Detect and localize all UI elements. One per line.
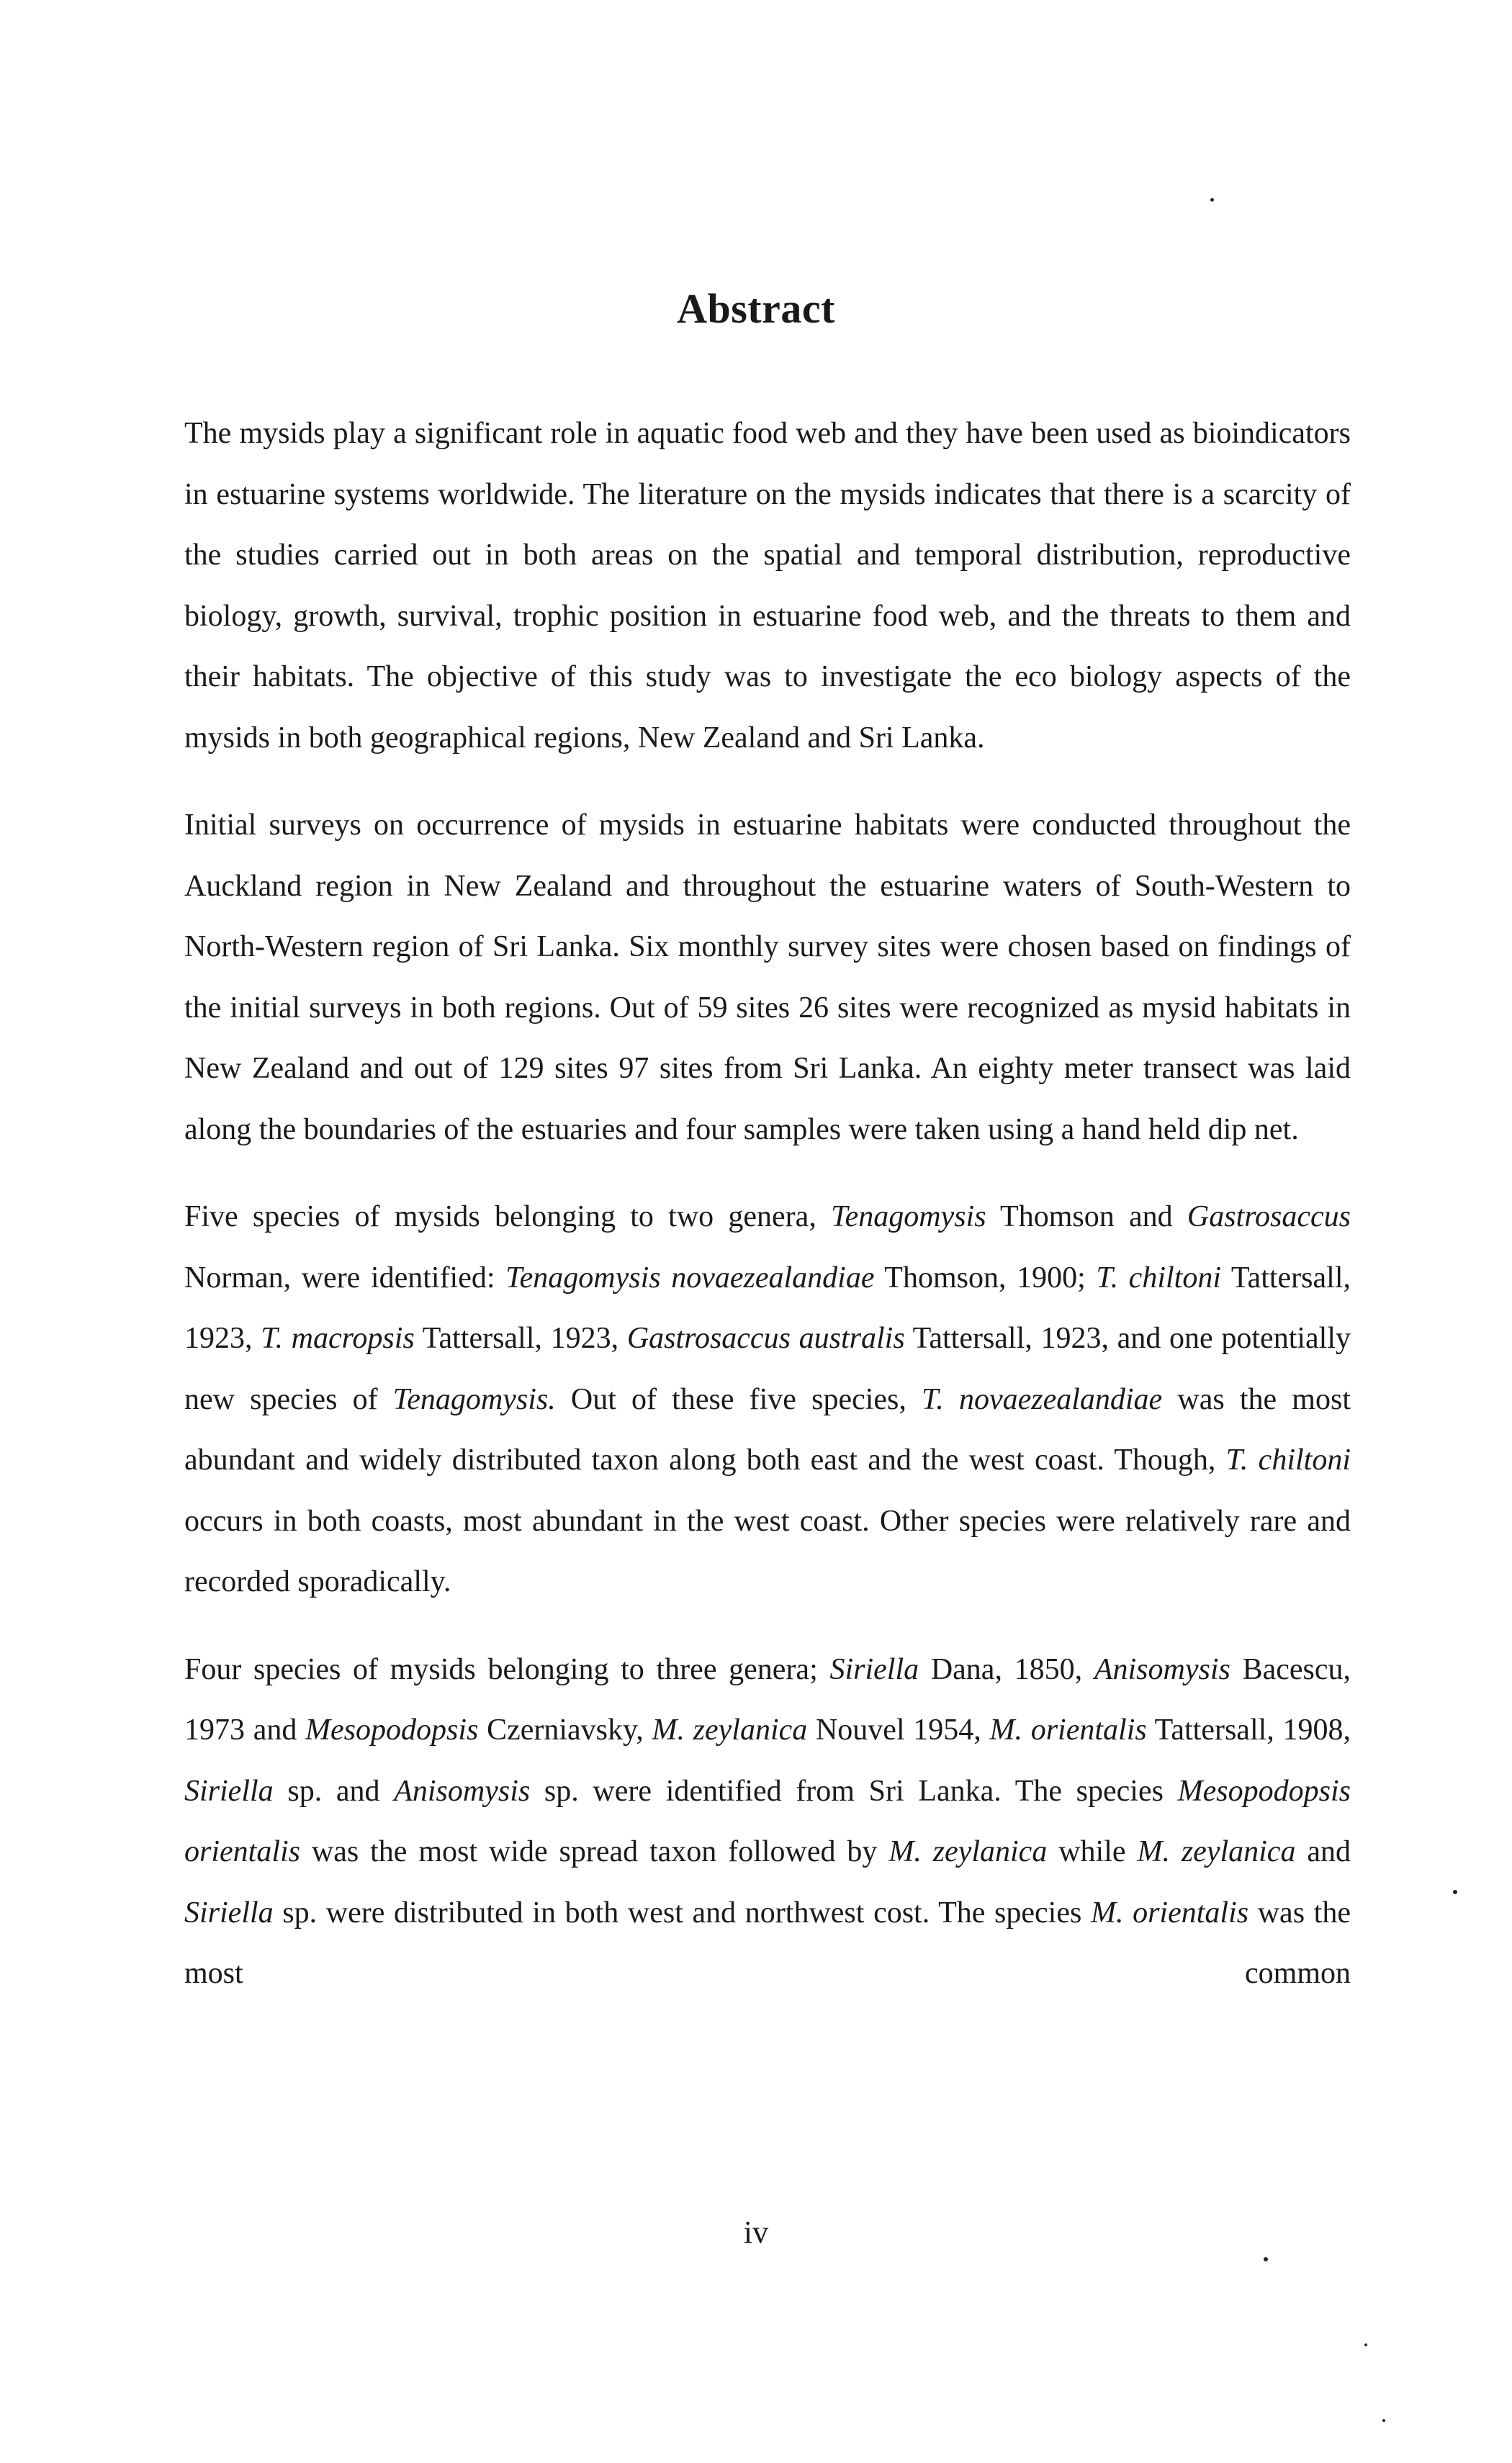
text-run: and: [1295, 1835, 1351, 1868]
text-run: Tattersall, 1908,: [1146, 1714, 1351, 1747]
page-number: iv: [743, 2215, 769, 2250]
taxon-name: Tenagomysis novaezealandiae: [505, 1261, 875, 1294]
text-run: Initial surveys on occurrence of mysids in estuarine habitats were conducted throughout the Auckland region in New Zealand and throughout the estuarine waters of South-Western to North-Western region of Sri Lanka. Six monthly survey sites were chosen based on findings of the initial surveys in both regions. Out of 59 sites 26 sites were recognized as mysid habitats in New Zealand and out of 129 sites 97 sites from Sri Lanka. An eighty meter transect was laid along the boundaries of the estuaries and four samples were taken using a hand held dip net.: [184, 809, 1351, 1146]
text-run: sp. and: [273, 1774, 395, 1808]
taxon-name: Tenagomysis: [831, 1200, 986, 1233]
taxon-name: M. orientalis: [989, 1714, 1147, 1747]
text-run: Nouvel 1954,: [807, 1714, 990, 1747]
scan-speck: [1453, 1890, 1457, 1894]
taxon-name: Anisomysis: [1094, 1652, 1230, 1686]
scan-speck: [1264, 2257, 1268, 2261]
taxon-name: Siriella: [829, 1652, 919, 1686]
text-run: Tattersall, 1923,: [184, 1261, 1351, 1355]
paragraph: [184, 403, 1351, 768]
text-run: Bacescu, 1973 and: [184, 1652, 1351, 1747]
text-run: Norman, were identified:: [184, 1261, 506, 1294]
taxon-name: M. zeylanica: [1137, 1835, 1296, 1868]
text-run: Four species of mysids belonging to three genera;: [184, 1652, 830, 1686]
text-run: was the most abundant and widely distributed taxon along both east and the west coast. Though,: [184, 1382, 1351, 1477]
text-run: Tattersall, 1923,: [414, 1322, 627, 1355]
taxon-name: Siriella: [184, 1774, 274, 1808]
text-run: sp. were distributed in both west and northwest cost. The species: [273, 1896, 1091, 1930]
paragraph: [184, 1639, 1351, 2004]
scan-speck: [1364, 2343, 1367, 2346]
taxon-name: Anisomysis: [394, 1774, 531, 1808]
text-run: Czerniavsky,: [478, 1714, 652, 1747]
taxon-name: T. novaezealandiae: [922, 1382, 1163, 1416]
taxon-name: Gastrosaccus australis: [626, 1322, 905, 1355]
taxon-name: Tenagomysis.: [392, 1382, 556, 1416]
text-run: Out of these five species,: [555, 1382, 922, 1416]
paragraph: [184, 795, 1351, 1160]
taxon-name: M. zeylanica: [652, 1714, 808, 1747]
abstract-body: [184, 403, 1351, 2004]
text-run: while: [1047, 1835, 1138, 1868]
text-run: Dana, 1850,: [919, 1652, 1094, 1686]
taxon-name: T. macropsis: [261, 1322, 415, 1355]
taxon-name: T. chiltoni: [1225, 1444, 1351, 1477]
scan-speck: [1382, 2419, 1385, 2422]
text-run: The mysids play a significant role in aquatic food web and they have been used as bioindicators in estuarine systems worldwide. The literature on the mysids indicates that there is a scarcity of the studies carried out in both areas on the spatial and temporal distribution, reproductive biology, growth, survival, trophic position in estuarine food web, and the threats to them and their habitats. The objective of this study was to investigate the eco biology aspects of the mysids in both geographical regions, New Zealand and Sri Lanka.: [184, 417, 1351, 755]
scan-speck: [1210, 198, 1214, 202]
taxon-name: T. chiltoni: [1096, 1261, 1221, 1294]
taxon-name: Gastrosaccus: [1187, 1200, 1351, 1233]
taxon-name: Siriella: [184, 1896, 274, 1930]
taxon-name: M. zeylanica: [888, 1835, 1048, 1868]
text-run: Five species of mysids belonging to two genera,: [184, 1200, 832, 1233]
taxon-name: M. orientalis: [1090, 1896, 1249, 1930]
text-run: Tattersall, 1923, and one potentially new species of: [184, 1322, 1351, 1416]
text-run: Thomson and: [986, 1200, 1187, 1233]
paragraph: [184, 1187, 1351, 1613]
taxon-name: Mesopodopsis orientalis: [184, 1774, 1351, 1868]
taxon-name: Mesopodopsis: [305, 1714, 479, 1747]
text-run: sp. were identified from Sri Lanka. The species: [530, 1774, 1178, 1808]
text-run: occurs in both coasts, most abundant in the west coast. Other species were relatively rare and recorded sporadically.: [184, 1504, 1351, 1598]
text-run: was the most wide spread taxon followed by: [300, 1835, 889, 1868]
page-title: Abstract: [677, 285, 835, 332]
text-run: was the most common: [184, 1896, 1351, 1990]
text-run: Thomson, 1900;: [874, 1261, 1097, 1294]
